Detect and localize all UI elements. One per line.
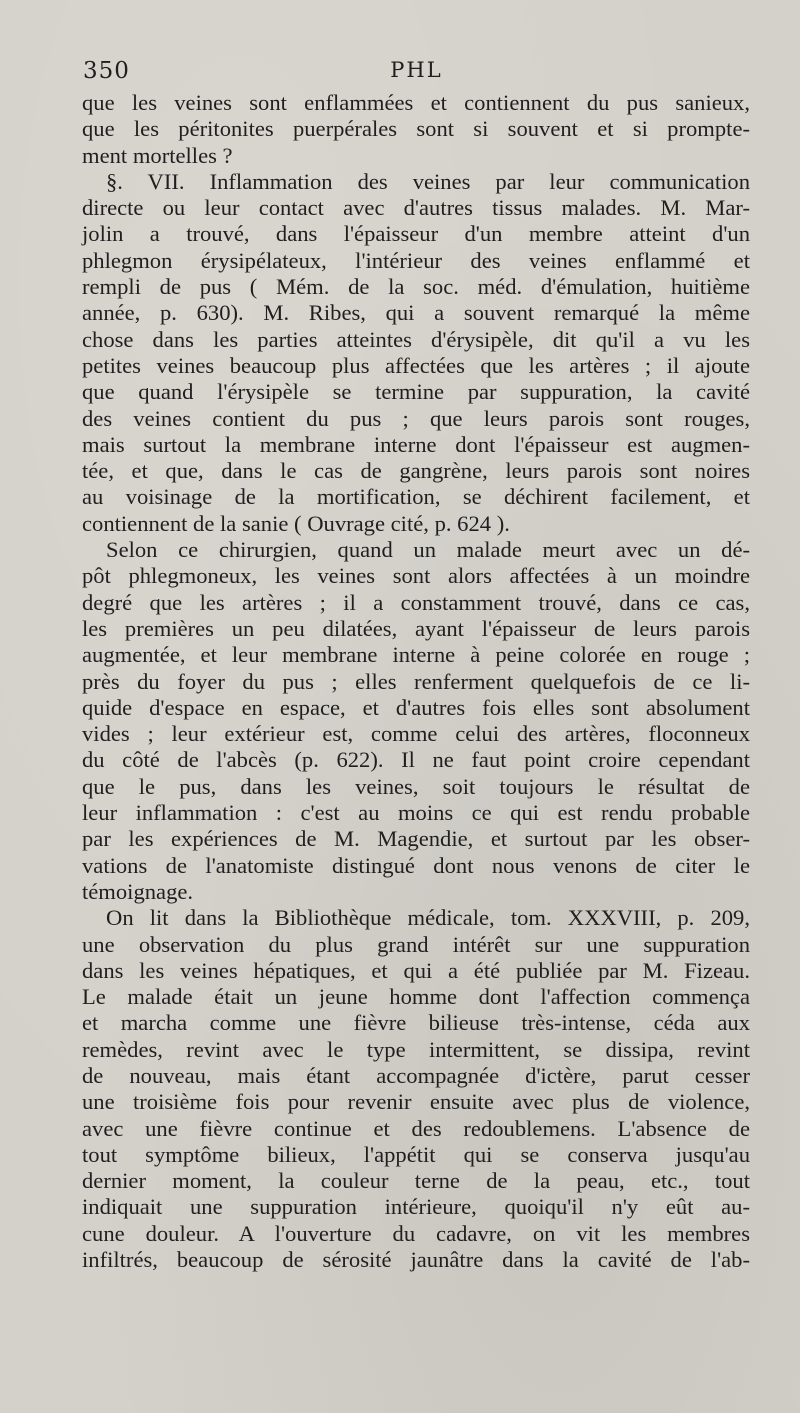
text-line: une observation du plus grand intérêt sur une suppuration — [82, 931, 750, 957]
text-line: que quand l'érysipèle se termine par suppuration, la cavité — [82, 379, 750, 405]
text-line: vations de l'anatomiste distingué dont nous venons de citer le — [82, 852, 750, 878]
text-line: remèdes, revint avec le type intermittent, se dissipa, revint — [82, 1036, 750, 1062]
text-line: pôt phlegmoneux, les veines sont alors affectées à un moindre — [82, 563, 750, 589]
text-line: près du foyer du pus ; elles renferment quelquefois de ce li- — [82, 668, 750, 694]
text-line: directe ou leur contact avec d'autres tissus malades. M. Mar- — [82, 195, 750, 221]
text-line: du côté de l'abcès (p. 622). Il ne faut point croire cependant — [82, 747, 750, 773]
text-line: jolin a trouvé, dans l'épaisseur d'un membre atteint d'un — [82, 221, 750, 247]
text-line: témoignage. — [82, 878, 194, 904]
text-line: quide d'espace en espace, et d'autres fois elles sont absolument — [82, 694, 750, 720]
running-head — [83, 58, 750, 90]
text-line: tée, et que, dans le cas de gangrène, leurs parois sont noires — [82, 458, 750, 484]
section-heading-line: §. VII. Inflammation des veines par leur communication — [106, 168, 750, 194]
text-line: mais surtout la membrane interne dont l'épaisseur est augmen- — [82, 431, 750, 457]
text-line: rempli de pus ( Mém. de la soc. méd. d'émulation, huitième — [82, 274, 750, 300]
text-line: indiquait une suppuration intérieure, quoiqu'il n'y eût au- — [82, 1194, 750, 1220]
text-line: de nouveau, mais étant accompagnée d'ictère, parut cesser — [82, 1062, 750, 1088]
text-line: vides ; leur extérieur est, comme celui des artères, floconneux — [82, 721, 750, 747]
text-line: au voisinage de la mortification, se déchirent facilement, et — [82, 484, 750, 510]
text-line: tout symptôme bilieux, l'appétit qui se conserva jusqu'au — [82, 1141, 750, 1167]
text-line: les premières un peu dilatées, ayant l'épaisseur de leurs parois — [82, 615, 750, 641]
text-line: contiennent de la sanie ( Ouvrage cité, p. 624 ). — [82, 510, 510, 536]
running-title: PHL — [390, 58, 443, 82]
text-line: dans les veines hépatiques, et qui a été publiée par M. Fizeau. — [82, 957, 750, 983]
text-line: une troisième fois pour revenir ensuite avec plus de violence, — [82, 1089, 750, 1115]
text-line: avec une fièvre continue et des redoublemens. L'absence de — [82, 1115, 750, 1141]
text-line: chose dans les parties atteintes d'érysipèle, dit qu'il a vu les — [82, 326, 750, 352]
text-line: degré que les artères ; il a constamment trouvé, dans ce cas, — [82, 589, 750, 615]
text-line: par les expériences de M. Magendie, et surtout par les obser- — [82, 826, 750, 852]
text-line: Le malade était un jeune homme dont l'affection commença — [82, 984, 750, 1010]
paragraph-section-vii — [82, 169, 750, 537]
text-line: cune douleur. A l'ouverture du cadavre, on vit les membres — [82, 1220, 750, 1246]
text-line: phlegmon érysipélateux, l'intérieur des veines enflammé et — [82, 247, 750, 273]
paragraph-bibliotheque — [82, 905, 750, 1273]
text-line: On lit dans la Bibliothèque médicale, tom. XXXVIII, p. 209, — [106, 905, 750, 931]
page-number: 350 — [83, 58, 130, 84]
text-line: année, p. 630). M. Ribes, qui a souvent remarqué la même — [82, 300, 750, 326]
text-line: des veines contient du pus ; que leurs parois sont rouges, — [82, 405, 750, 431]
text-line: petites veines beaucoup plus affectées que les artères ; il ajoute — [82, 352, 750, 378]
text-line: Selon ce chirurgien, quand un malade meurt avec un dé- — [106, 537, 750, 563]
text-line: que le pus, dans les veines, soit toujours le résultat de — [82, 773, 750, 799]
text-line: dernier moment, la couleur terne de la peau, etc., tout — [82, 1168, 750, 1194]
text-line: leur inflammation : c'est au moins ce qui est rendu probable — [82, 800, 750, 826]
text-line: que les péritonites puerpérales sont si souvent et si prompte- — [82, 116, 750, 142]
paragraph-continued — [82, 90, 750, 169]
text-line: ment mortelles ? — [82, 142, 233, 168]
body-text — [82, 90, 750, 1273]
text-line: et marcha comme une fièvre bilieuse très-intense, céda aux — [82, 1010, 750, 1036]
text-line: infiltrés, beaucoup de sérosité jaunâtre dans la cavité de l'ab- — [82, 1247, 750, 1273]
text-line: que les veines sont enflammées et contiennent du pus sanieux, — [82, 90, 750, 115]
paragraph-selon — [82, 537, 750, 905]
text-line: augmentée, et leur membrane interne à peine colorée en rouge ; — [82, 642, 750, 668]
